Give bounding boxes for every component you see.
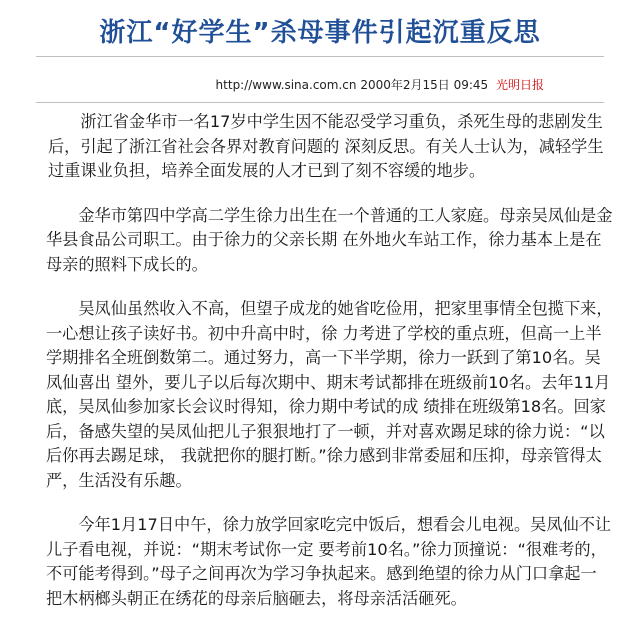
article-headline: 浙江“好学生”杀母事件引起沉重反思 xyxy=(99,18,541,48)
source-name-link[interactable]: 光明日报 xyxy=(495,78,544,92)
meta-divider xyxy=(36,102,604,103)
article-paragraph-3: 吴凤仙虽然收入不高，但望子成龙的她省吃俭用，把家里事情全包揽下来，一心想让孩子读好书。初中升高中时，徐 力考进了学校的重点班，但高一上半学期排名全班倒数第二。通过努力，高一下半学期，徐力一跃到了第10名。吴凤仙喜出 望外，要儿子以后每次期中、期末考试都排在班级前10名。去年11月底，吴凤仙参加家长会议时得知，徐力期中考试的成 绩排在班级第18名。回家后，备感失望的吴凤仙把儿子狠狠地打了一顿，并对喜欢踢足球的徐力说：“以后你再去踢足球， 我就把你的腿打断。”徐力感到非常委屈和压抑，母亲管得太严，生活没有乐趣。 xyxy=(46,299,613,490)
source-url-link[interactable]: http://www.sina.com.cn xyxy=(215,78,357,92)
publish-date: 2000年2月15日 09:45 xyxy=(360,78,489,92)
article-paragraph-4: 今年1月17日中午，徐力放学回家吃完中饭后，想看会儿电视。吴凤仙不让儿子看电视，并说：“期末考试你一定 要考前10名。”徐力顶撞说：“很难考的，不可能考得到。”母子之间再次为学习争执起来。感到绝望的徐力从门口拿起一 把木柄榔头朝正在绣花的母亲后脑砸去，将母亲活活砸死。 xyxy=(46,515,612,608)
article-paragraph-2: 金华市第四中学高二学生徐力出生在一个普通的工人家庭。母亲吴凤仙是金华县食品公司职工。由于徐力的父亲长期 在外地火车站工作，徐力基本上是在母亲的照料下成长的。 xyxy=(46,205,613,274)
article-paragraph-1: 浙江省金华市一名17岁中学生因不能忍受学习重负，杀死生母的悲剧发生后，引起了浙江省社会各界对教育问题的 深刻反思。有关人士认为，减轻学生过重课业负担，培养全面发展的人才已到了刻不容缓的地步。 xyxy=(48,112,604,180)
header-divider xyxy=(36,56,604,57)
article-body xyxy=(46,110,614,631)
article-meta xyxy=(216,76,544,93)
